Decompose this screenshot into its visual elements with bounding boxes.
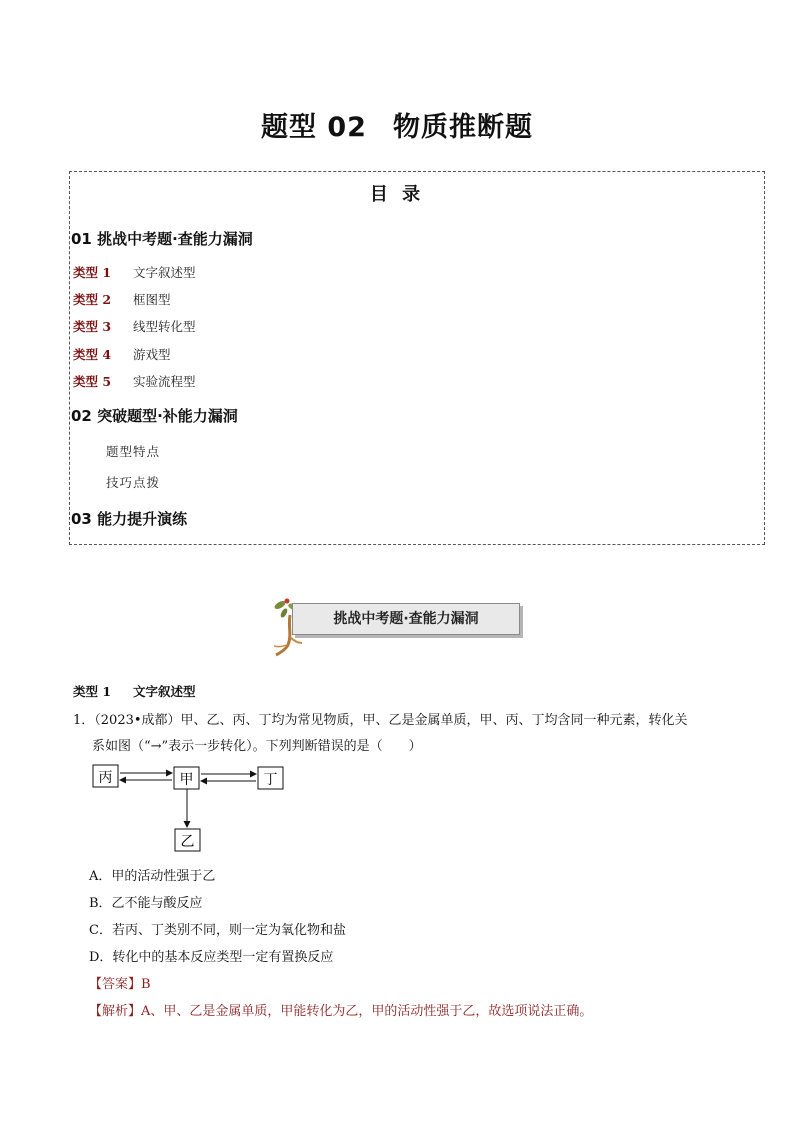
toc-type-3[interactable]: [73, 317, 196, 335]
toc-type-2[interactable]: [73, 290, 171, 308]
toc-type-label: 类型 5: [73, 374, 112, 389]
toc-type-1[interactable]: [73, 263, 196, 281]
toc-type-text: 实验流程型: [133, 374, 196, 389]
option-b[interactable]: B．乙不能与酸反应: [89, 896, 203, 911]
toc-type-label: 类型 3: [73, 319, 112, 334]
label-jia: 甲: [179, 772, 194, 788]
toc-type-label: 类型 1: [73, 265, 112, 280]
label-ding: 丁: [263, 772, 278, 788]
question-type-text: 文字叙述型: [133, 684, 196, 699]
question-type-label: 类型 1: [73, 684, 112, 699]
analysis-line: [89, 1000, 592, 1019]
title-part1: 题型 02: [261, 112, 367, 143]
toc-type-text: 文字叙述型: [133, 265, 196, 280]
toc-section-1[interactable]: 01 挑战中考题·查能力漏洞: [71, 230, 253, 248]
toc-type-5[interactable]: [73, 372, 196, 390]
section-banner: [268, 597, 523, 657]
answer-line: [89, 973, 151, 992]
toc-type-label: 类型 2: [73, 292, 112, 307]
toc-section-2[interactable]: 02 突破题型·补能力漏洞: [71, 407, 238, 425]
label-yi: 乙: [180, 834, 195, 850]
conversion-diagram: [90, 761, 290, 857]
label-bing: 丙: [98, 770, 113, 786]
option-c[interactable]: C．若丙、丁类别不同，则一定为氧化物和盐: [89, 923, 346, 938]
toc-heading: 目 录: [369, 184, 425, 205]
toc-sub-item-2[interactable]: 技巧点拨: [106, 475, 161, 490]
option-d[interactable]: D．转化中的基本反应类型一定有置换反应: [89, 950, 334, 965]
question-line-2: 系如图（“→”表示一步转化）。下列判断错误的是（ ）: [92, 739, 422, 754]
toc-section-3[interactable]: 03 能力提升演练: [71, 510, 188, 528]
toc-type-label: 类型 4: [73, 347, 112, 362]
analysis-text: A、甲、乙是金属单质，甲能转化为乙，甲的活动性强于乙，故选项说法正确。: [141, 1004, 593, 1019]
question-stem: [73, 708, 753, 760]
toc-type-text: 游戏型: [133, 347, 171, 362]
title-part2: 物质推断题: [392, 112, 533, 143]
option-a[interactable]: A．甲的活动性强于乙: [89, 869, 216, 884]
page-title: [0, 105, 794, 144]
toc-sub-item-1[interactable]: 题型特点: [106, 444, 161, 459]
answer-value: B: [141, 977, 151, 992]
question-line-1: 1．（2023•成都）甲、乙、丙、丁均为常见物质，甲、乙是金属单质，甲、丙、丁均含同一种元素，转化关: [73, 713, 688, 728]
question-type: [73, 682, 196, 700]
banner-label: 挑战中考题·查能力漏洞: [292, 603, 520, 635]
toc-type-text: 线型转化型: [133, 319, 196, 334]
toc-type-text: 框图型: [133, 292, 171, 307]
toc-type-4[interactable]: [73, 345, 171, 363]
answer-label: 【答案】: [89, 977, 142, 992]
analysis-label: 【解析】: [89, 1004, 142, 1019]
